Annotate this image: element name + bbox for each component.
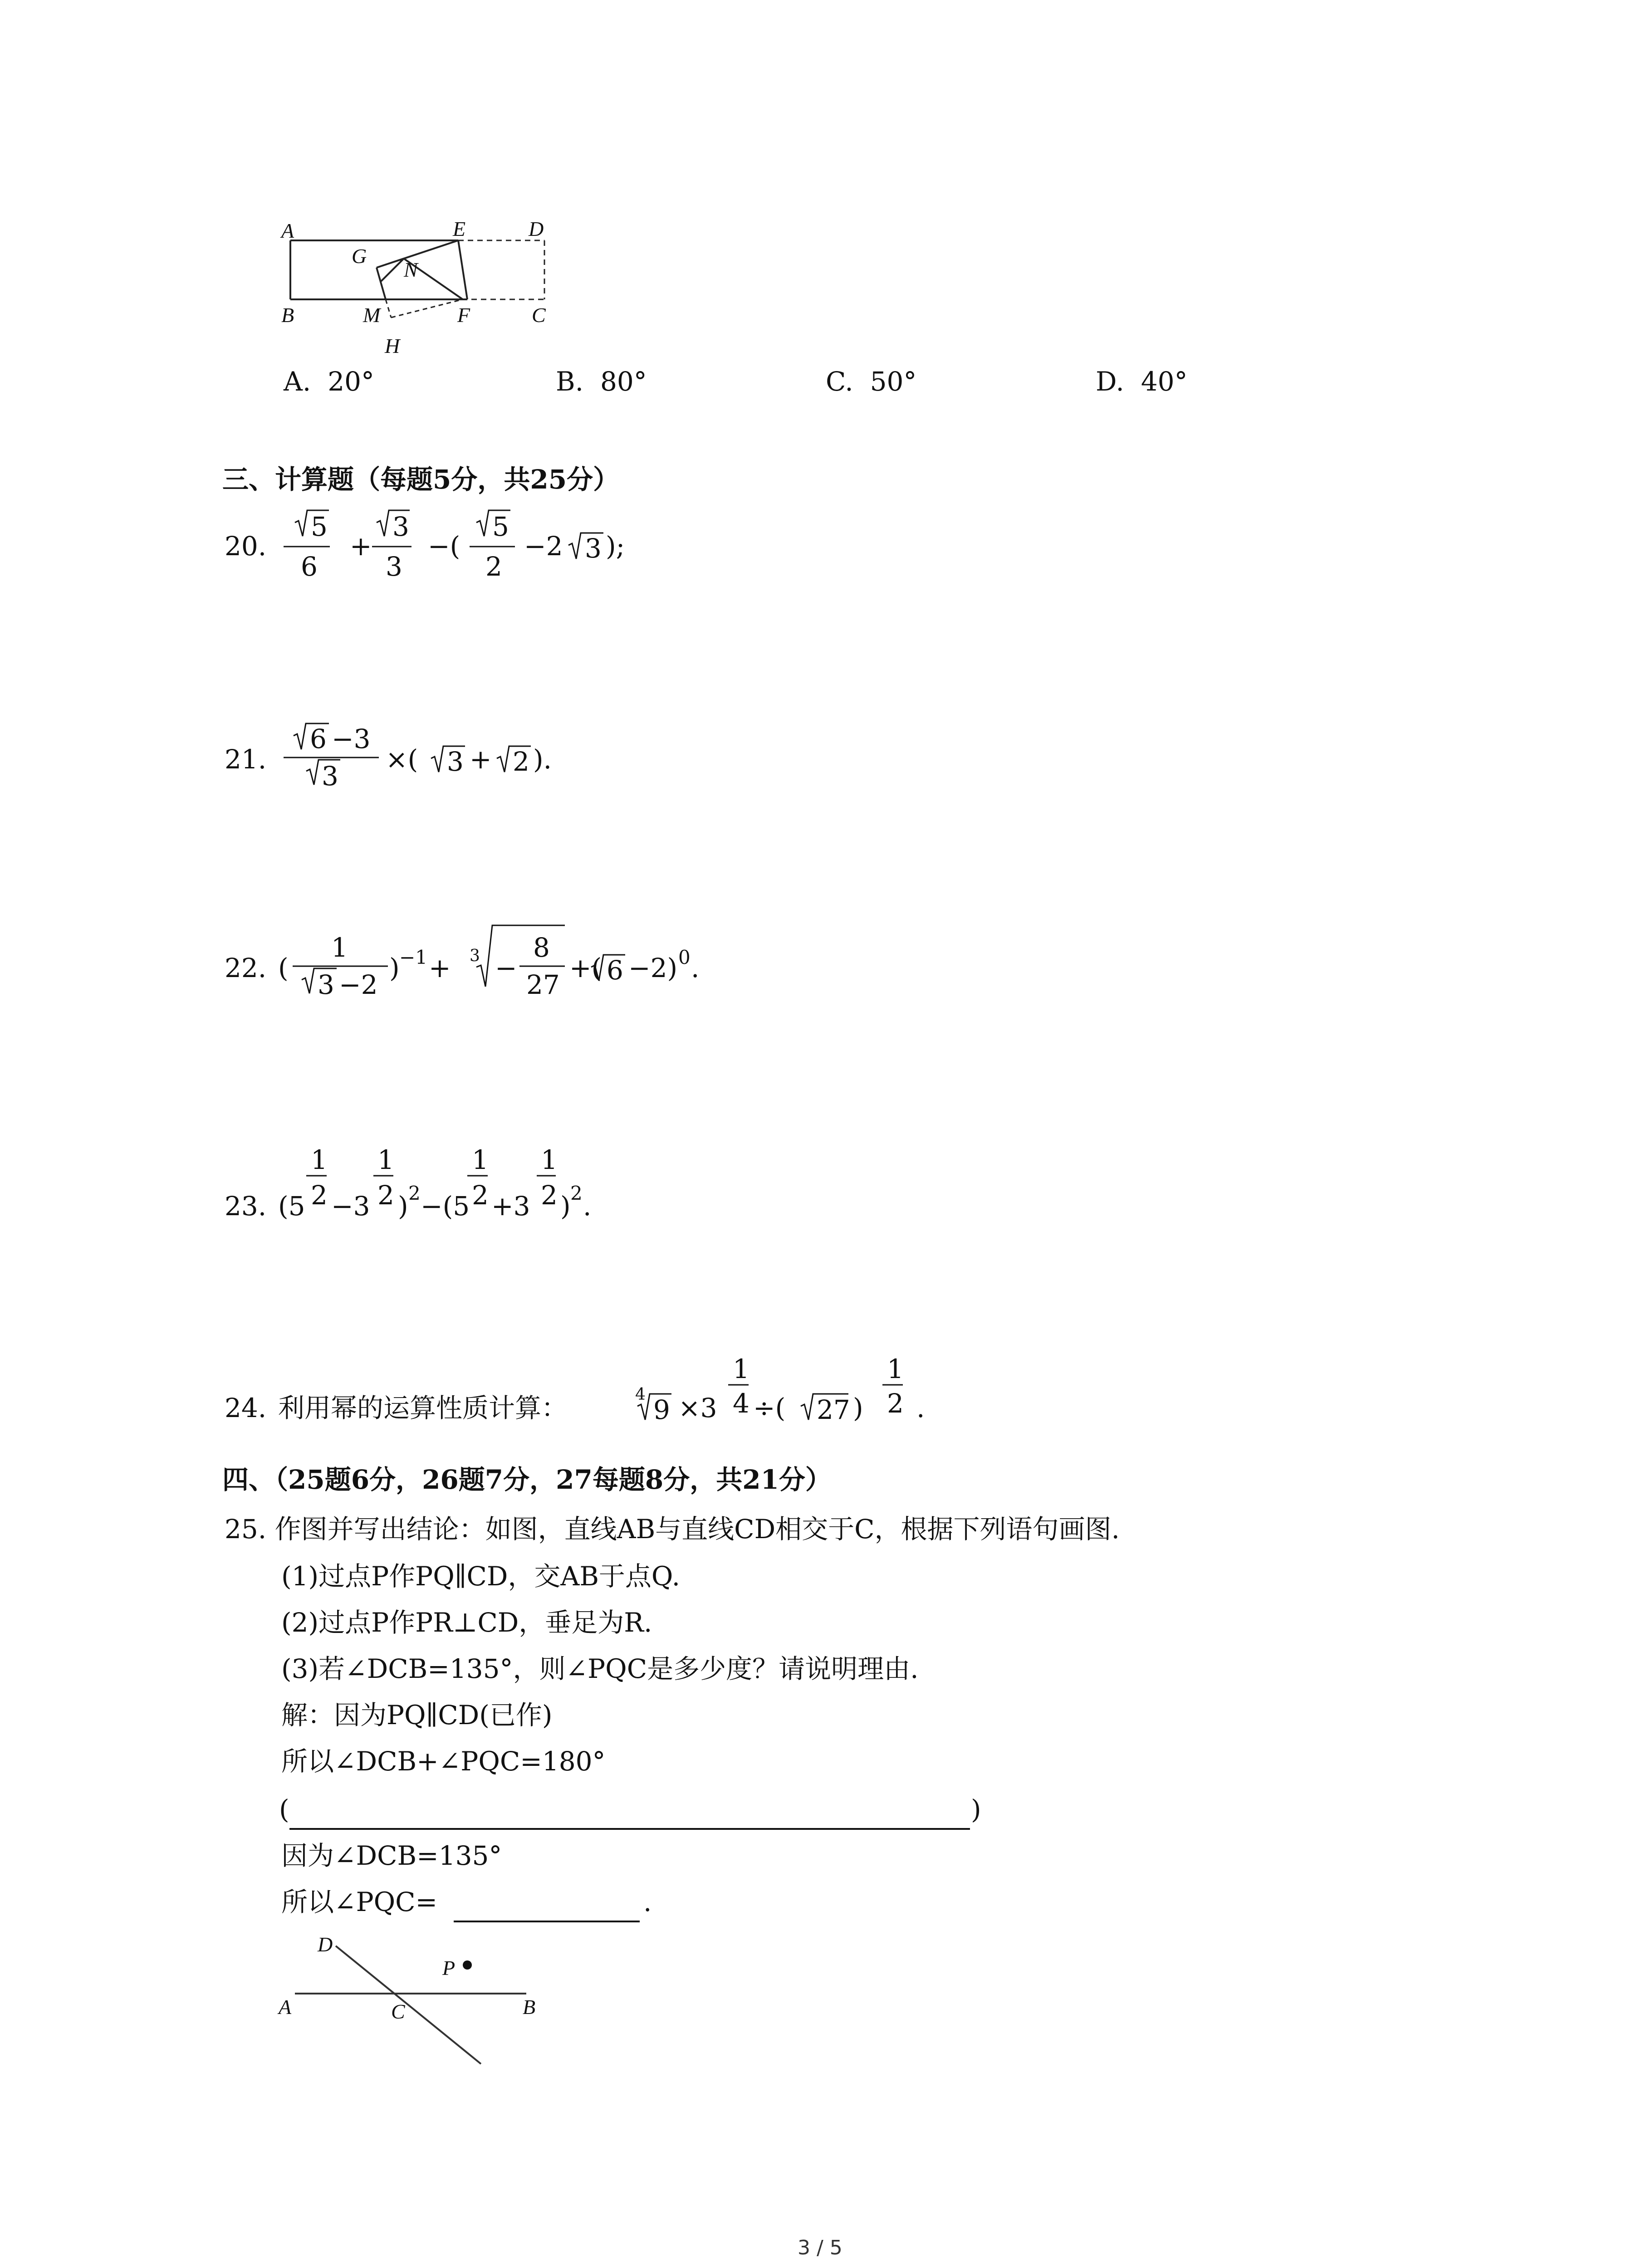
q25-line3: (2)过点P作PR⊥CD，垂足为R. <box>281 1607 652 1638</box>
label-D2: D <box>318 1933 333 1956</box>
option-c: C. 50° <box>826 366 917 397</box>
figure-rectangle-fold <box>254 209 572 367</box>
question-21: 21. 6 −3 3 ×( 3 + 2 ). <box>225 723 552 792</box>
label-H: H <box>385 334 400 357</box>
page-number: 3 / 5 <box>798 2236 843 2259</box>
label-F: F <box>457 303 470 327</box>
question-24: 24. 利用幂的运算性质计算： 4 9 ×3 1 4 ÷( 27 ) 1 2 . <box>225 1354 925 1425</box>
question-23: 23. (5 1 2 −3 1 2 ) 2 −(5 1 2 +3 1 2 ) 2 . <box>225 1144 592 1222</box>
label-E: E <box>453 217 466 240</box>
label-C2: C <box>391 2000 405 2023</box>
question-20: 20. 5 6 + 3 3 −( 5 2 −2 3 ); <box>225 511 625 582</box>
section-4-title: 四、（25题6分，26题7分，27每题8分，共21分） <box>222 1464 832 1495</box>
q25-line1: 25. 作图并写出结论：如图，直线AB与直线CD相交于C，根据下列语句画图. <box>225 1514 1120 1545</box>
label-C: C <box>532 303 546 327</box>
q25-line5: 解：因为PQ∥CD(已作) <box>281 1700 553 1730</box>
q25-line9-end: . <box>643 1887 652 1917</box>
question-22: 22. ( 1 3 −2 ) −1 + 3 − 8 27 +( 6 −2) 0 . <box>225 930 905 1021</box>
label-D: D <box>529 217 544 240</box>
label-A2: A <box>279 1995 292 2019</box>
label-P: P <box>442 1956 456 1980</box>
q25-reason-close: ) <box>971 1794 981 1825</box>
label-B2: B <box>523 1995 536 2019</box>
section-3-title: 三、计算题（每题5分，共25分） <box>222 464 620 495</box>
option-a: A. 20° <box>284 366 375 397</box>
q25-line2: (1)过点P作PQ∥CD，交AB于点Q. <box>281 1561 681 1592</box>
fold-diagram <box>254 209 572 367</box>
q25-line8: 因为∠DCB=135° <box>281 1840 502 1871</box>
option-d: D. 40° <box>1096 366 1188 397</box>
label-M: M <box>363 303 381 327</box>
label-A: A <box>281 219 294 242</box>
option-b: B. 80° <box>556 366 647 397</box>
q25-line4: (3)若∠DCB=135°，则∠PQC是多少度？请说明理由. <box>281 1653 919 1684</box>
q25-line9: 所以∠PQC= <box>281 1887 438 1917</box>
figure-lines <box>272 1932 590 2082</box>
q25-line6: 所以∠DCB+∠PQC=180° <box>281 1746 606 1777</box>
label-N: N <box>404 258 418 281</box>
label-G: G <box>352 244 367 268</box>
answer-blank[interactable] <box>454 1921 640 1922</box>
reason-blank[interactable] <box>289 1828 970 1830</box>
label-B: B <box>281 303 294 327</box>
q25-reason-open: ( <box>279 1794 289 1825</box>
